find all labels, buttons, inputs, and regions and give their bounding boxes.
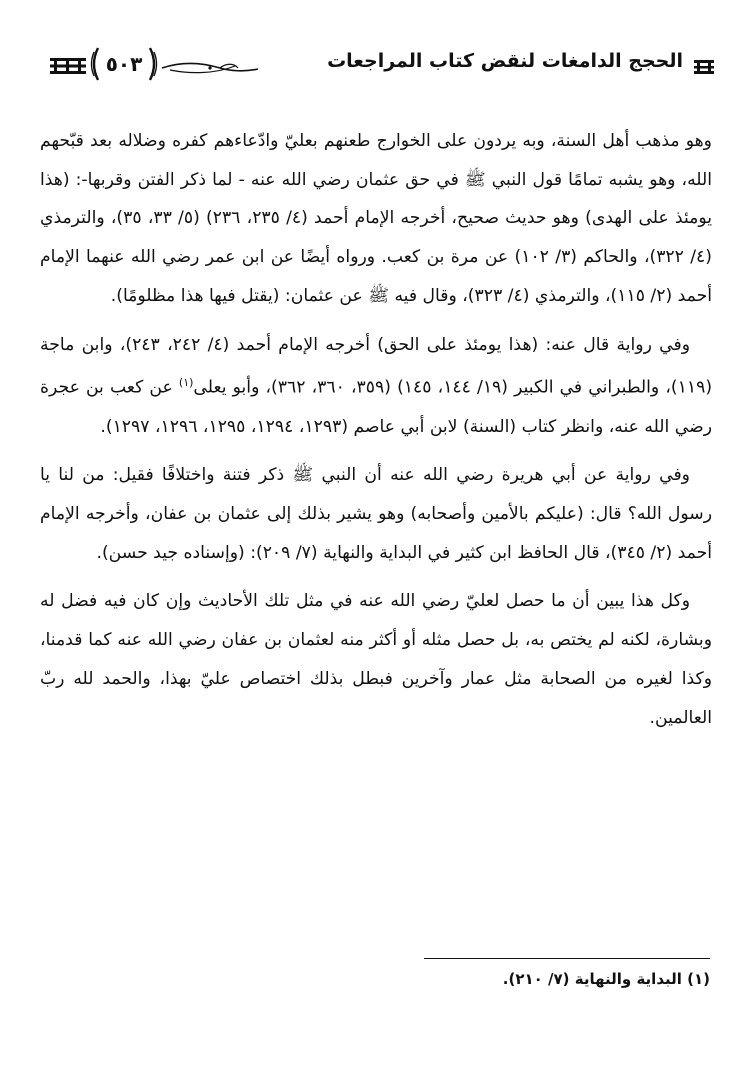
page-header [40,44,715,92]
paragraph-text: وفي رواية قال عنه: (هذا يومئذ على الحق) أخرجه الإمام أحمد (٤/ ٢٤٢، ٢٤٣)، وابن ماجة (١١٩)، والطبراني في الكبير (١٩/ ١٤٤، ١٤٥) (٣٥٩، ٣٦٠، ٣٦٢)، وأبو يعلى [40,334,713,398]
main-text [40,122,712,737]
header-ornament-icon [693,58,715,76]
paragraph: وفي رواية عن أبي هريرة رضي الله عنه أن النبي ﷺ ذكر فتنة واختلافًا فقيل: من لنا يا رسول الله؟ قال: (عليكم بالأمين وأصحابه) وهو يشير بذلك إلى عثمان بن عفان، وأخرجه الإمام أحمد (٢/ ٣٤٥)، قال الحافظ ابن كثير في البداية والنهاية (٧/ ٢٠٩): (وإسناده جيد حسن). [40,465,712,563]
running-title: الحجج الدامغات لنقض كتاب المراجعات [327,50,683,72]
footnote [503,970,710,988]
paragraph: وهو مذهب أهل السنة، وبه يردون على الخوارج طعنهم بعليّ وادّعاءهم كفره وضلاله بعد قبّحهم الله، وهو يشبه تمامًا قول النبي ﷺ في حق عثمان رضي الله عنه - لما ذكر الفتن وقربها-: (هذا يومئذ على الهدى) وهو حديث صحيح، أخرجه الإمام أحمد (٤/ ٢٣٥، ٢٣٦) (٥/ ٣٣، ٣٥)، والترمذي (٤/ ٣٢٢)، والحاكم (٣/ ١٠٢) عن مرة بن كعب. ورواه أيضًا عن ابن عمر رضي الله عنهما الإمام أحمد (٢/ ١١٥)، والترمذي (٤/ ٣٢٣)، وقال فيه ﷺ عن عثمان: (يقتل فيها هذا مظلومًا). [40,131,713,306]
footnote-text: البداية والنهاية (٧/ ٢١٠). [502,970,682,988]
footnote-separator [424,958,710,959]
footnote-reference[interactable]: (١) [178,376,194,390]
paragraph: وكل هذا يبين أن ما حصل لعليّ رضي الله عنه في مثل تلك الأحاديث وإن كان فيه فضل له وبشارة، لكنه لم يختص به، بل حصل مثله أو أكثر منه لعثمان بن عفان رضي الله عنه كما قدمنا، وكذا لغيره من الصحابة مثل عمار وآخرين فبطل بذلك اختصاص عليّ بهذا، والحمد لله ربّ العالمين. [40,591,712,728]
paragraph [40,326,712,447]
page-number: ٥٠٣ [105,52,143,76]
header-corner-ornament-icon [48,54,88,78]
paragraph-text: عن كعب بن عجرة رضي الله عنه، وانظر كتاب (السنة) لابن أبي عاصم (١٢٩٣، ١٢٩٤، ١٢٩٥، ١٢٩٦، ١٢٩٧). [40,377,712,437]
header-flourish-icon [160,60,260,76]
footnote-marker: (١) [687,970,710,988]
